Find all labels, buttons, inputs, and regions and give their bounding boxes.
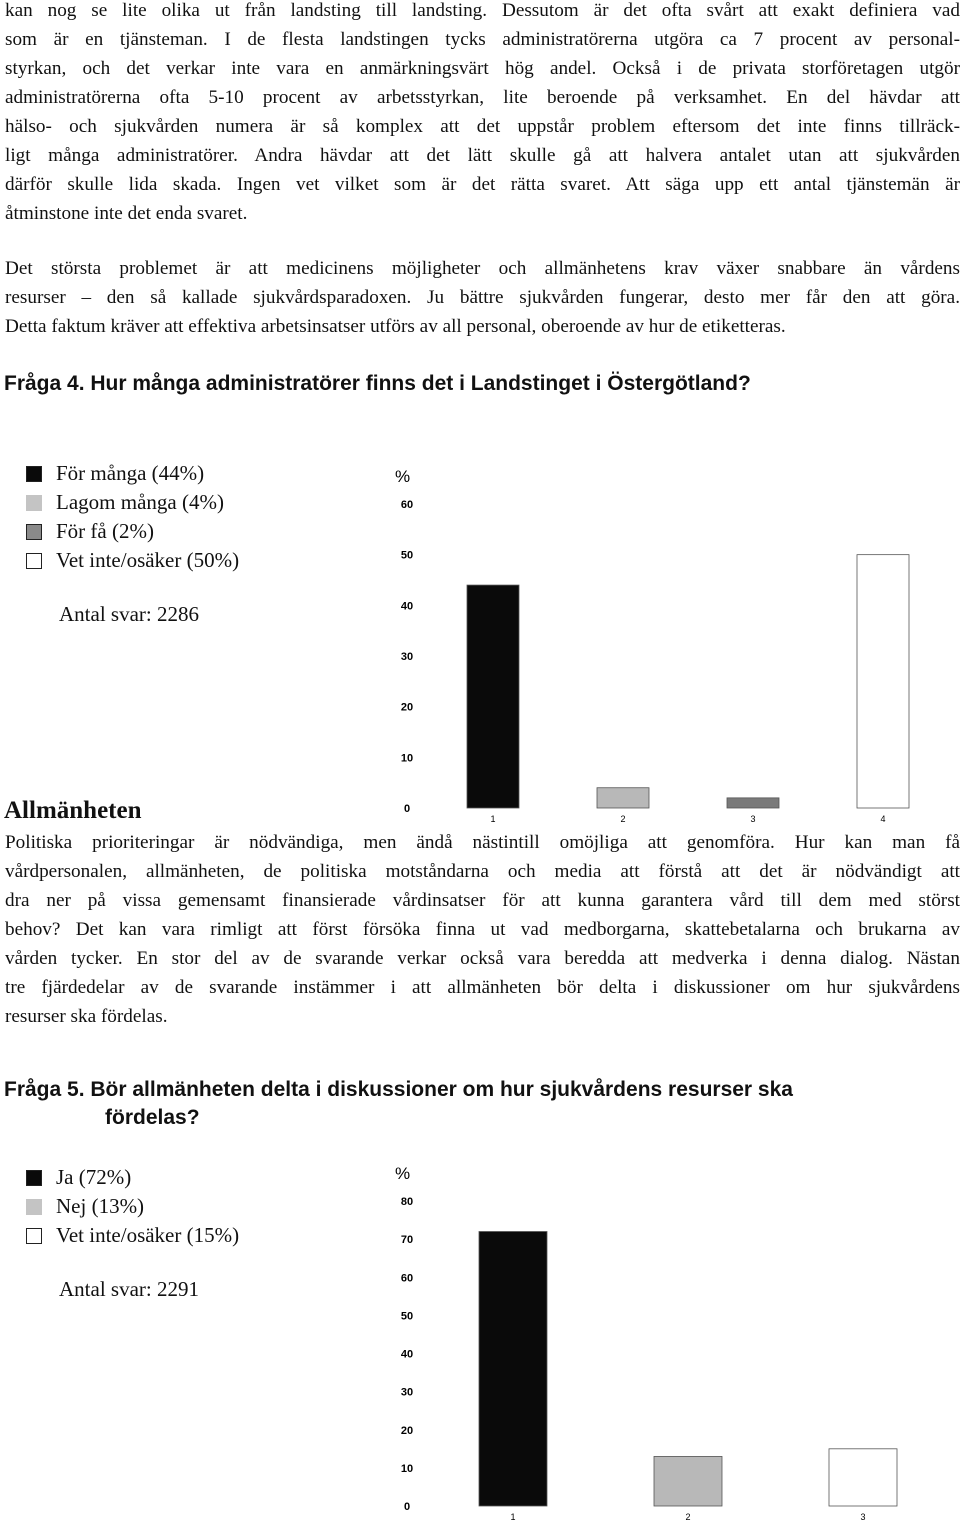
text-line: hälso- och sjukvården numera är så komplex att det uppstår problem eftersom det inte finns tillräck- — [5, 116, 960, 137]
legend-label: För få (2%) — [56, 519, 154, 543]
q5-bar-chart — [380, 1160, 940, 1524]
y-tick-label: 50 — [400, 1310, 414, 1323]
legend-item — [26, 1192, 239, 1221]
y-tick-label: 10 — [400, 752, 414, 765]
legend-swatch-icon — [26, 1228, 42, 1244]
legend-item — [26, 488, 239, 517]
q4-response-count: Antal svar: 2286 — [59, 602, 199, 626]
legend-swatch-icon — [26, 1199, 42, 1215]
legend-label: För många (44%) — [56, 461, 205, 485]
y-tick-label: 50 — [400, 549, 414, 562]
intro-paragraph — [5, 0, 960, 228]
bar — [654, 1456, 722, 1506]
x-tick-label: 3 — [750, 814, 756, 824]
bar — [857, 555, 909, 808]
legend-swatch-icon — [26, 524, 42, 540]
x-tick-label: 4 — [880, 814, 886, 824]
legend-label: Lagom många (4%) — [56, 490, 224, 514]
y-tick-label: 30 — [400, 1386, 414, 1399]
y-tick-label: 20 — [400, 1424, 414, 1437]
text-line: Politiska prioriteringar är nödvändiga, men ändå nästintill omöjliga att genomföra. Hur kan man få — [5, 832, 960, 853]
q4-legend — [26, 459, 239, 575]
legend-swatch-icon — [26, 495, 42, 511]
q4-bar-chart — [380, 455, 940, 825]
y-tick-label: 80 — [400, 1196, 414, 1208]
legend-item — [26, 459, 239, 488]
bar — [727, 798, 779, 808]
bar — [467, 585, 519, 808]
text-line: ligt många administratörer. Andra hävdar att det lätt skulle gå att halvera antalet utan att sjukvården — [5, 145, 960, 166]
text-line: kan nog se lite olika ut från landsting till landsting. Dessutom är det ofta svårt att exakt definiera vad — [5, 0, 960, 21]
question-5-heading: Fråga 5. Bör allmänheten delta i diskussioner om hur sjukvårdens resurser ska — [4, 1078, 793, 1101]
question-5-heading-cont: fördelas? — [105, 1106, 200, 1129]
legend-item — [26, 1221, 239, 1250]
text-line: åtminstone inte det enda svaret. — [5, 203, 248, 224]
y-tick-label: 70 — [400, 1234, 414, 1247]
legend-item — [26, 517, 239, 546]
text-line: Det största problemet är att medicinens möjligheter och allmänhetens krav växer snabbare än vårdens — [5, 258, 960, 279]
legend-swatch-icon — [26, 466, 42, 482]
y-tick-label: 0 — [403, 803, 411, 815]
x-tick-label: 1 — [490, 814, 496, 824]
q5-legend — [26, 1163, 239, 1250]
section-title: Allmänheten — [4, 797, 142, 824]
y-tick-label: 20 — [400, 701, 414, 714]
text-line: Detta faktum kräver att effektiva arbetsinsatser utförs av all personal, oberoende av hur de etiketteras. — [5, 316, 786, 337]
legend-item — [26, 546, 239, 575]
y-tick-label: 60 — [400, 1272, 414, 1285]
text-line: tre fjärdedelar av de svarande instämmer i att allmänheten bör delta i diskussioner om hur sjukvårdens — [5, 977, 960, 998]
text-line: dra ner på vissa gemensamt finansierade vårdinsatser för att kunna garantera vård till dem med störst — [5, 890, 960, 911]
y-tick-label: 60 — [400, 499, 414, 511]
legend-label: Nej (13%) — [56, 1194, 145, 1218]
legend-item — [26, 1163, 239, 1192]
y-axis-label: % — [395, 1164, 411, 1183]
y-tick-label: 30 — [400, 651, 414, 663]
bar — [479, 1232, 547, 1507]
text-line: som är en tjänsteman. I de flesta landstingen tycks administratörerna utgöra ca 7 procent av personal- — [5, 29, 960, 50]
legend-swatch-icon — [26, 553, 42, 569]
text-line: styrkan, och det verkar inte vara en anmärkningsvärt hög andel. Också i de privata storföretagen utgör — [5, 58, 960, 79]
legend-swatch-icon — [26, 1170, 42, 1186]
legend-label: Ja (72%) — [56, 1165, 132, 1189]
y-tick-label: 40 — [400, 1348, 414, 1361]
paradox-paragraph — [5, 254, 960, 341]
legend-label: Vet inte/osäker (15%) — [56, 1223, 240, 1247]
bar — [829, 1449, 897, 1506]
text-line: resurser ska fördelas. — [5, 1006, 168, 1027]
text-line: behov? Det kan vara rimligt att först försöka finna ut vad medborgarna, skattebetalarna och brukarna av — [5, 919, 960, 940]
text-line: resurser – den så kallade sjukvårdsparadoxen. Ju bättre sjukvården fungerar, desto mer får den att göra. — [5, 287, 960, 308]
text-line: vårdpersonalen, allmänheten, de politiska motståndarna och media att förstå att det är nödvändigt att — [5, 861, 960, 882]
x-tick-label: 1 — [510, 1512, 516, 1522]
text-line: därför skulle lida skada. Ingen vet vilket som är det rätta svaret. Att säga upp ett antal tjänstemän är — [5, 174, 960, 195]
text-line: administratörerna ofta 5-10 procent av arbetsstyrkan, lite beroende på verksamhet. En del hävdar att — [5, 87, 960, 108]
x-tick-label: 3 — [860, 1512, 866, 1522]
bar — [597, 788, 649, 808]
public-paragraph — [5, 828, 960, 1031]
y-tick-label: 10 — [400, 1462, 414, 1475]
y-tick-label: 0 — [403, 1501, 411, 1513]
x-tick-label: 2 — [620, 814, 626, 824]
y-axis-label: % — [395, 467, 411, 486]
y-tick-label: 40 — [400, 600, 414, 613]
legend-label: Vet inte/osäker (50%) — [56, 548, 240, 572]
question-4-heading: Fråga 4. Hur många administratörer finns det i Landstinget i Östergötland? — [4, 372, 751, 395]
x-tick-label: 2 — [685, 1512, 691, 1522]
text-line: vården tycker. En stor del av de svarande verkar också vara beredda att medverka i denna dialog. Nästan — [5, 948, 960, 969]
q5-response-count: Antal svar: 2291 — [59, 1277, 199, 1301]
